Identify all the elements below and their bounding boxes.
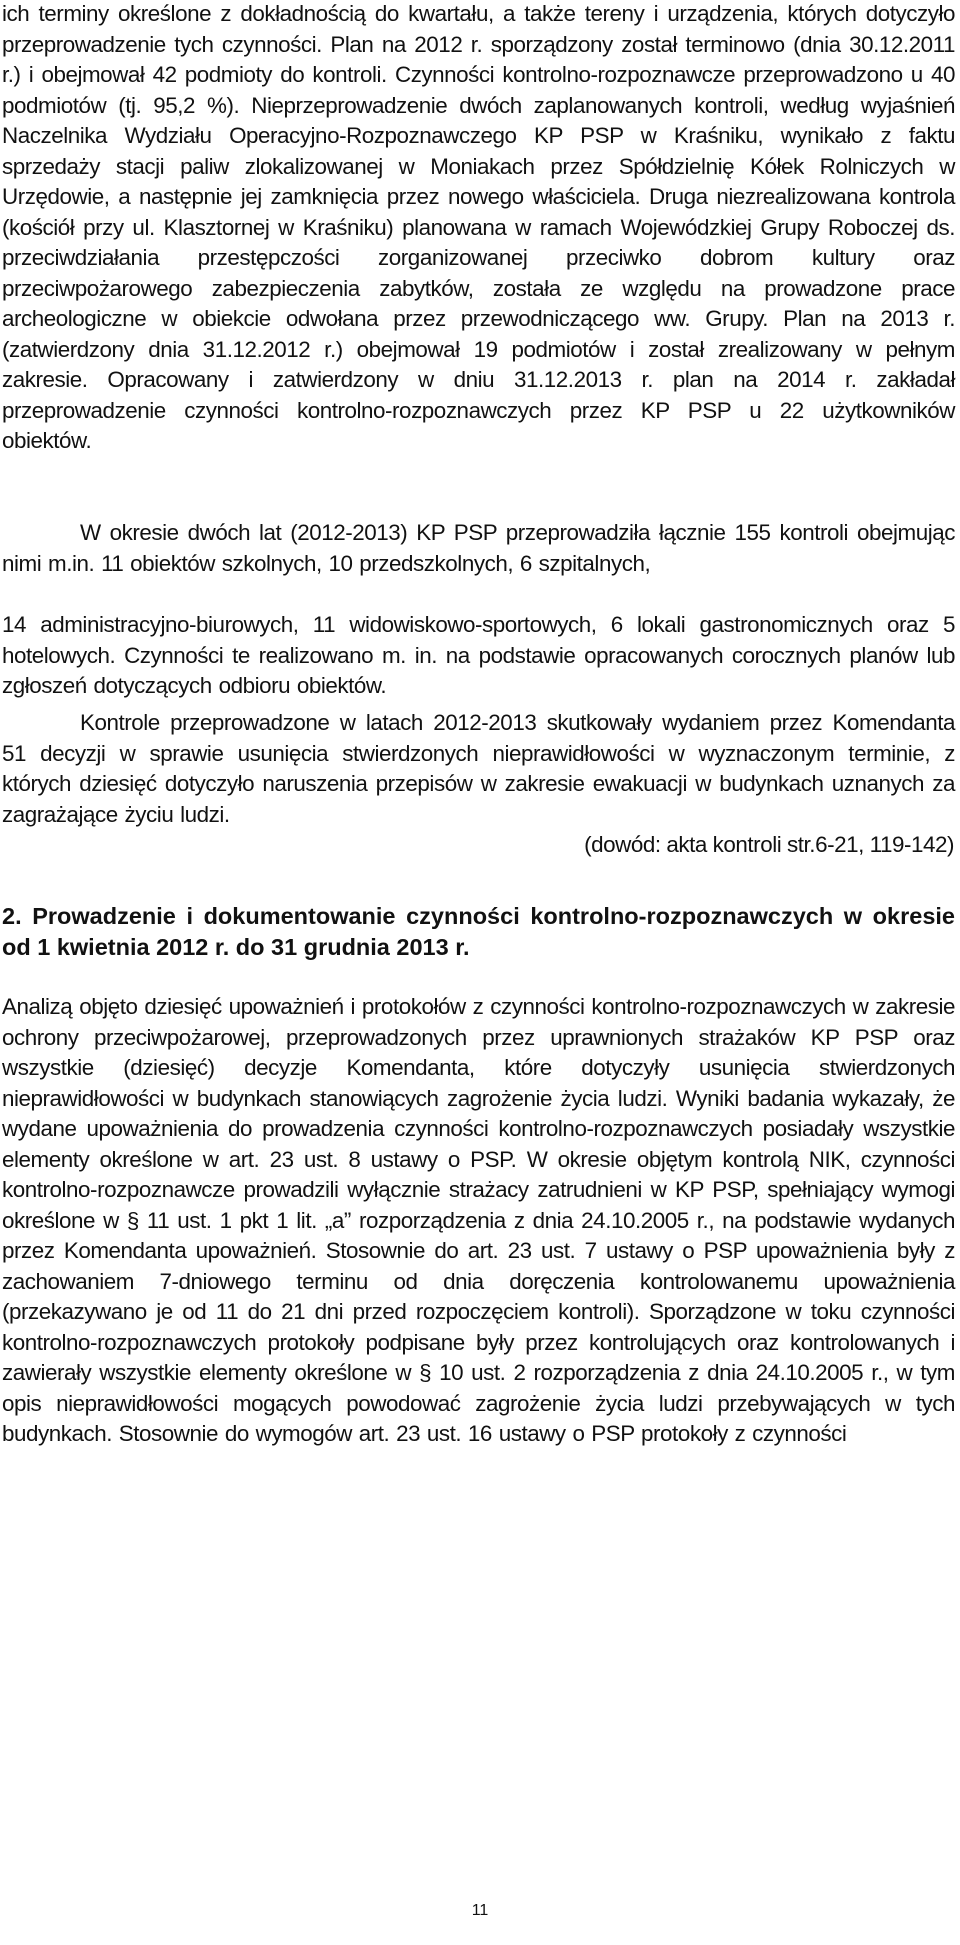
body-paragraph-inspections-summary-continued: 14 administracyjno-biurowych, 11 widowiskowo-sportowych, 6 lokali gastronomicznych oraz 5 hotelowych. Czynności te realizowano m. in. na podstawie opracowanych corocznych planów lub zgłoszeń dotyczących odbioru obiektów.: [2, 612, 955, 698]
body-paragraph-plan-execution: ich terminy określone z dokładnością do kwartału, a także tereny i urządzenia, których dotyczyło przeprowadzenie tych czynności. Plan na 2012 r. sporządzony został terminowo (dnia 30.12.2011 r.) i obejmował 42 podmioty do kontroli. Czynności kontrolno-rozpoznawcze przeprowadzono u 40 podmiotów (tj. 95,2 %). Nieprzeprowadzenie dwóch zaplanowanych kontroli, według wyjaśnień Naczelnika Wydziału Operacyjno-Rozpoznawczego KP PSP w Kraśniku, wynikało z faktu sprzedaży stacji paliw zlokalizowanej w Moniakach przez Spółdzielnię Kółek Rolniczych w Urzędowie, a następnie jej zamknięcia przez nowego właściciela. Druga niezrealizowana kontrola (kościół przy ul. Klasztornej w Kraśniku) planowana w ramach Wojewódzkiej Grupy Roboczej ds. przeciwdziałania przestępczości zorganizowanej przeciwko dobrom kultury oraz przeciwpożarowego zabezpieczenia zabytków, została ze względu na prowadzone prace archeologiczne w obiekcie odwołana przez przewodniczącego ww. Grupy. Plan na 2013 r. (zatwierdzony dnia 31.12.2012 r.) obejmował 19 podmiotów i został zrealizowany w pełnym zakresie. Opracowany i zatwierdzony w dniu 31.12.2013 r. plan na 2014 r. zakładał przeprowadzenie czynności kontrolno-rozpoznawczych przez KP PSP u 22 użytkowników obiektów.: [2, 1, 955, 453]
section-heading: 2. Prowadzenie i dokumentowanie czynności kontrolno-rozpoznawczych w okresie od 1 kwietnia 2012 r. do 31 grudnia 2013 r.: [2, 903, 955, 960]
page-number: 11: [471, 1902, 489, 1919]
evidence-source-note: (dowód: akta kontroli str.6-21, 119-142): [584, 832, 954, 857]
body-paragraph-decisions: Kontrole przeprowadzone w latach 2012-2013 skutkowały wydaniem przez Komendanta 51 decyzji w sprawie usunięcia stwierdzonych nieprawidłowości w wyznaczonym terminie, z których dziesięć dotyczyło naruszenia przepisów w zakresie ewakuacji w budynkach uznanych za zagrażające życiu ludzi.: [2, 710, 955, 827]
body-paragraph-inspections-summary: W okresie dwóch lat (2012-2013) KP PSP przeprowadziła łącznie 155 kontroli obejmując nimi m.in. 11 obiektów szkolnych, 10 przedszkolnych, 6 szpitalnych,: [2, 520, 955, 576]
body-paragraph-analysis: Analizą objęto dziesięć upoważnień i protokołów z czynności kontrolno-rozpoznawczych w zakresie ochrony przeciwpożarowej, przeprowadzonych przez uprawnionych strażaków KP PSP oraz wszystkie (dziesięć) decyzje Komendanta, które dotyczyły usunięcia stwierdzonych nieprawidłowości w budynkach stanowiących zagrożenie życia ludzi. Wyniki badania wykazały, że wydane upoważnienia do prowadzenia czynności kontrolno-rozpoznawczych posiadały wszystkie elementy określone w art. 23 ust. 8 ustawy o PSP. W okresie objętym kontrolą NIK, czynności kontrolno-rozpoznawcze prowadzili wyłącznie strażacy zatrudnieni w KP PSP, spełniający wymogi określone w § 11 ust. 1 pkt 1 lit. „a” rozporządzenia z dnia 24.10.2005 r., na podstawie wydanych przez Komendanta upoważnień. Stosownie do art. 23 ust. 7 ustawy o PSP upoważnienia były z zachowaniem 7-dniowego terminu od dnia doręczenia kontrolowanemu upoważnienia (przekazywano je od 11 do 21 dni przed rozpoczęciem kontroli). Sporządzone w toku czynności kontrolno-rozpoznawczych protokoły podpisane były przez kontrolujących oraz kontrolowanych i zawierały wszystkie elementy określone w § 10 ust. 2 rozporządzenia z dnia 24.10.2005 r., w tym opis nieprawidłowości mogących powodować zagrożenie życia ludzi przebywających w tych budynkach. Stosownie do wymogów art. 23 ust. 16 ustawy o PSP protokoły z czynności: [2, 994, 955, 1446]
